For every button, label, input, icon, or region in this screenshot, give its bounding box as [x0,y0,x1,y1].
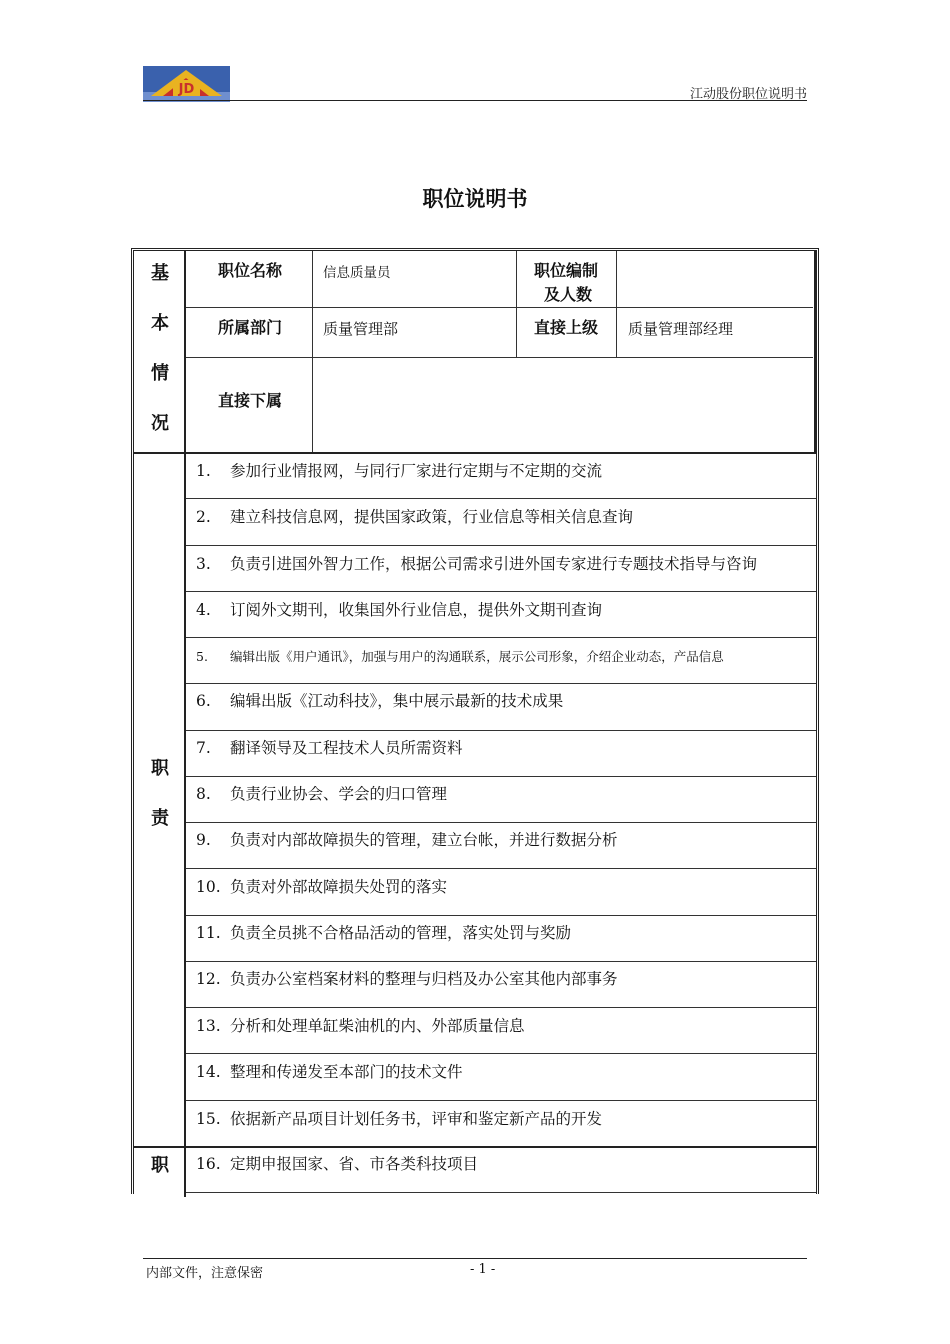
section-basic-char-4: 况 [151,413,169,434]
duty-item: 9. 负责对内部故障损失的管理，建立台帐，并进行数据分析 [196,831,618,849]
section-duties-char-1: 职 [151,758,169,779]
duty-item: 6. 编辑出版《江动科技》，集中展示最新的技术成果 [196,692,564,710]
duty-item: 5. 编辑出版《用户通讯》，加强与用户的沟通联系，展示公司形象，介绍企业动态，产品信息 [196,649,724,664]
duty-item: 1. 参加行业情报网，与同行厂家进行定期与不定期的交流 [196,462,603,480]
duty-item: 13. 分析和处理单缸柴油机的内、外部质量信息 [196,1017,525,1035]
section-basic-char-2: 本 [151,313,169,334]
footer-confidential: 内部文件，注意保密 [146,1266,264,1281]
headcount-label-line2: 及人数 [544,285,593,304]
duty-item: 2. 建立科技信息网，提供国家政策，行业信息等相关信息查询 [196,508,634,526]
section-basic-char-3: 情 [151,363,169,384]
duty-item: 14. 整理和传递发至本部门的技术文件 [196,1063,463,1081]
svg-text:JD: JD [178,82,195,97]
section-duties-char-2: 责 [151,808,169,829]
headcount-label-line1: 职位编制 [534,261,599,280]
superior-label: 直接上级 [534,318,599,337]
duty-item: 7. 翻译领导及工程技术人员所需资料 [196,739,463,757]
position-name-value: 信息质量员 [323,265,391,281]
duty-item: 8. 负责行业协会、学会的归口管理 [196,785,448,803]
subordinate-label: 直接下属 [218,391,283,410]
duty-item: 4. 订阅外文期刊，收集国外行业信息，提供外文期刊查询 [196,601,603,619]
department-value: 质量管理部 [323,320,399,338]
footer-rule [143,1258,807,1259]
header-rule [143,100,807,101]
section-duties-continued-char: 职 [151,1155,169,1176]
superior-value: 质量管理部经理 [628,320,734,338]
duty-item: 12. 负责办公室档案材料的整理与归档及办公室其他内部事务 [196,970,618,988]
section-basic-char-1: 基 [151,263,169,284]
position-name-label: 职位名称 [218,261,283,280]
company-logo [143,66,230,102]
job-description-table [131,248,819,1194]
duty-item: 10. 负责对外部故障损失处罚的落实 [196,878,448,896]
duty-item: 15. 依据新产品项目计划任务书，评审和鉴定新产品的开发 [196,1110,603,1128]
department-label: 所属部门 [218,318,283,337]
duty-item: 16. 定期申报国家、省、市各类科技项目 [196,1155,479,1173]
duty-item: 11. 负责全员挑不合格品活动的管理，落实处罚与奖励 [196,924,572,942]
duty-item: 3. 负责引进国外智力工作，根据公司需求引进外国专家进行专题技术指导与咨询 [196,555,758,573]
page-title: 职位说明书 [422,187,528,211]
header-doc-title: 江动股份职位说明书 [689,87,807,102]
page-number: - 1 - [470,1262,496,1277]
